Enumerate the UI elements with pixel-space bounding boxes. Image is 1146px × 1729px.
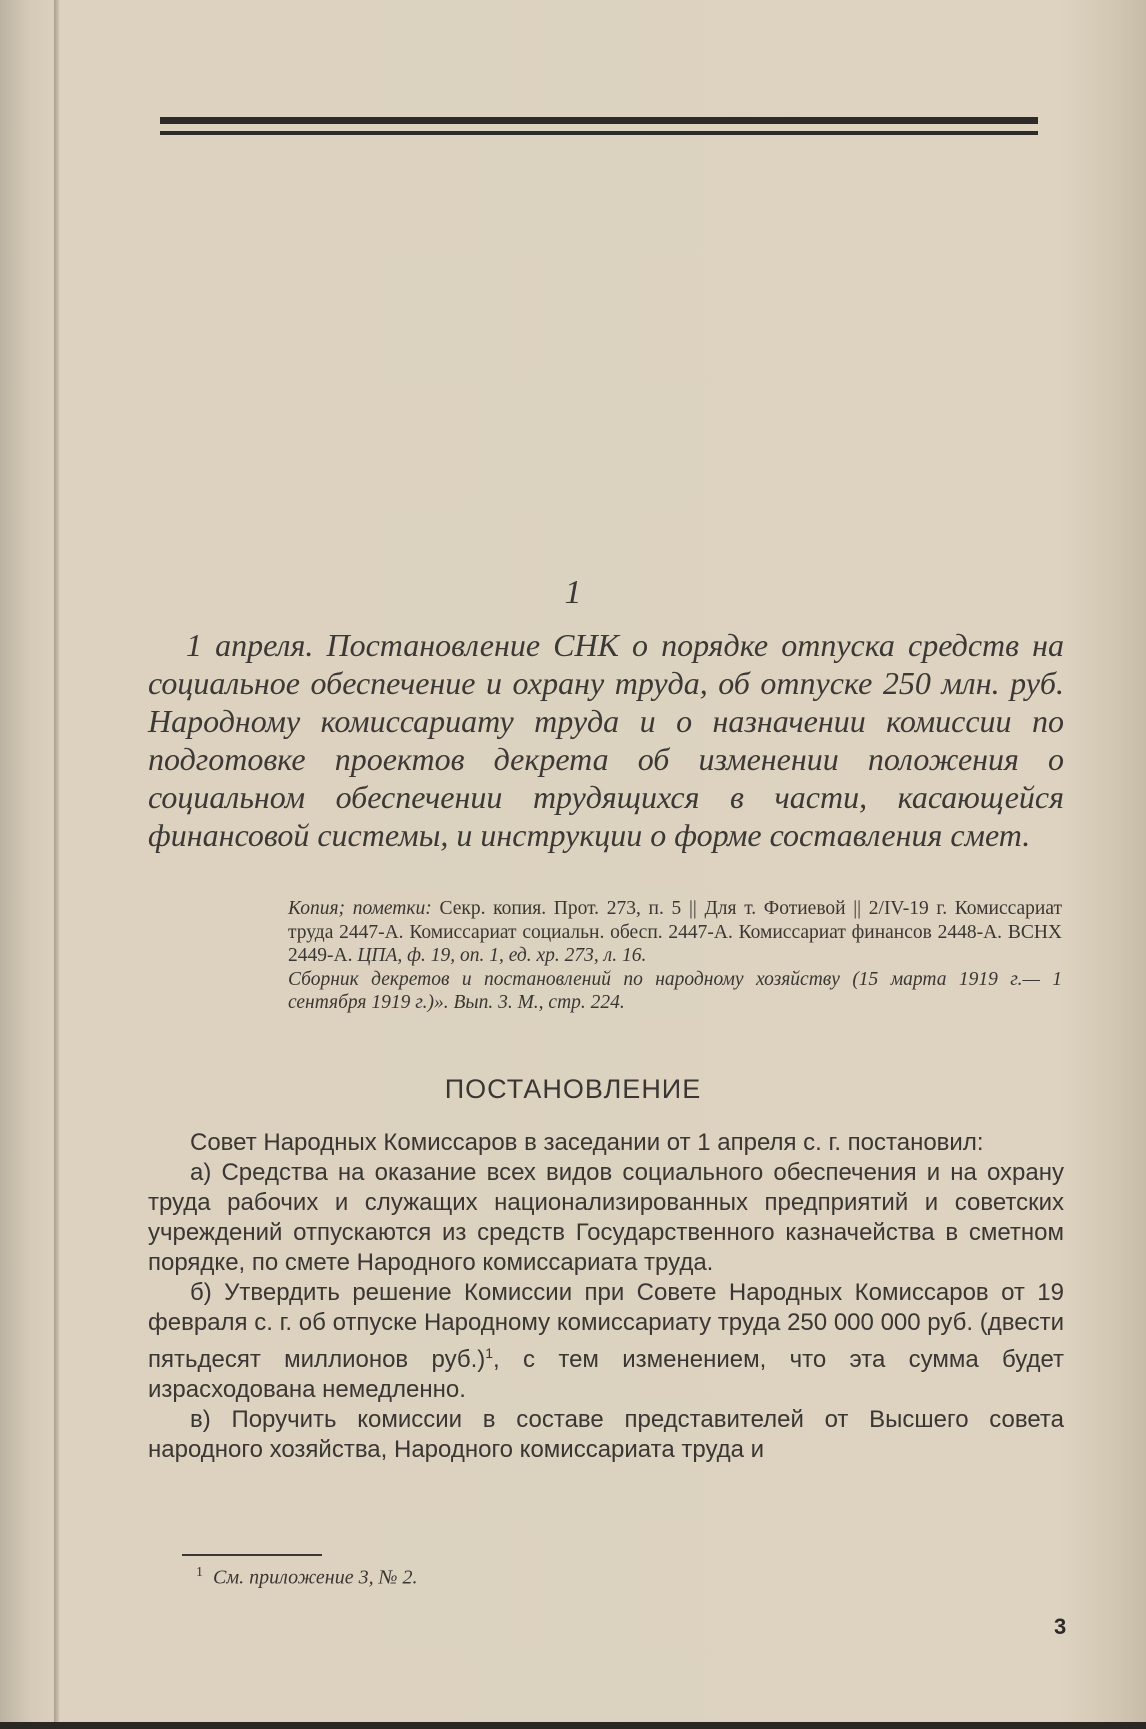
document-number: 1 [564,574,582,611]
resolution-body [148,1128,1064,1465]
paragraph-a: а) Средства на оказание всех видов социального обеспечения и на охрану труда рабочих и служащих национализированных предприятий и советских учреждений отпускаются из средств Государственного казначейства в сметном порядке, по смете Народного комиссариата труда. [148,1159,1064,1276]
paragraph-intro: Совет Народных Комиссаров в заседании от 1 апреля с. г. постановил: [190,1129,984,1156]
footnote-text: См. приложение 3, № 2. [213,1566,418,1589]
resolution-title: ПОСТАНОВЛЕНИЕ [444,1074,702,1104]
paragraph-b [148,1278,1064,1405]
page-bottom-edge [0,1722,1146,1729]
footnote-marker: 1 [196,1565,203,1580]
footnote-divider [182,1554,322,1556]
source-note [288,897,1062,1015]
paragraph-b-start: б) Утвердить решение Комиссии при Совете Народных Комиссаров от 19 февраля с. г. об отпуске Народному комиссариату труда 250 000 000 руб. (двести пятьдесят миллионов руб.) [148,1279,1064,1373]
header-rule-thin [160,131,1038,135]
publication-reference: Сборник декретов и постановлений по народному хозяйству (15 марта 1919 г.— 1 сентября 1919 г.)». Вып. 3. М., стр. 224. [288,968,1062,1013]
copy-text: Секр. копия. Прот. 273, п. 5 || Для т. Фотиевой || 2/IV-19 г. Комиссариат труда 2447-А. Комиссариат социальн. обесп. 2447-А. Комиссариат финансов 2448-А. ВСНХ 2449-А. [288,898,1063,966]
paragraph-c: в) Поручить комиссии в составе представителей от Высшего совета народного хозяйства, Народного комиссариата труда и [148,1406,1064,1463]
header-rule-thick [160,117,1038,124]
document-heading: 1 апреля. Постановление СНК о порядке отпуска средств на социальное обеспечение и охрану труда, об отпуске 250 млн. руб. Народному комиссариату труда и о назначении комиссии по подготовке проектов декрета об изменении положения о социальном обеспечении трудящихся в части, касающейся финансовой системы, и инструкции о форме составления смет. [148,627,1064,853]
footnote [196,1565,896,1590]
copy-label: Копия; пометки: [288,898,432,919]
footnote-reference: 1 [485,1345,494,1361]
archive-reference: ЦПА, ф. 19, оп. 1, ед. хр. 273, л. 16. [357,945,647,966]
page-gutter [54,0,59,1729]
paragraph-b-end: , с тем изменением, что эта сумма будет израсходована немедленно. [148,1346,1064,1403]
page-number: 3 [1054,1614,1067,1639]
